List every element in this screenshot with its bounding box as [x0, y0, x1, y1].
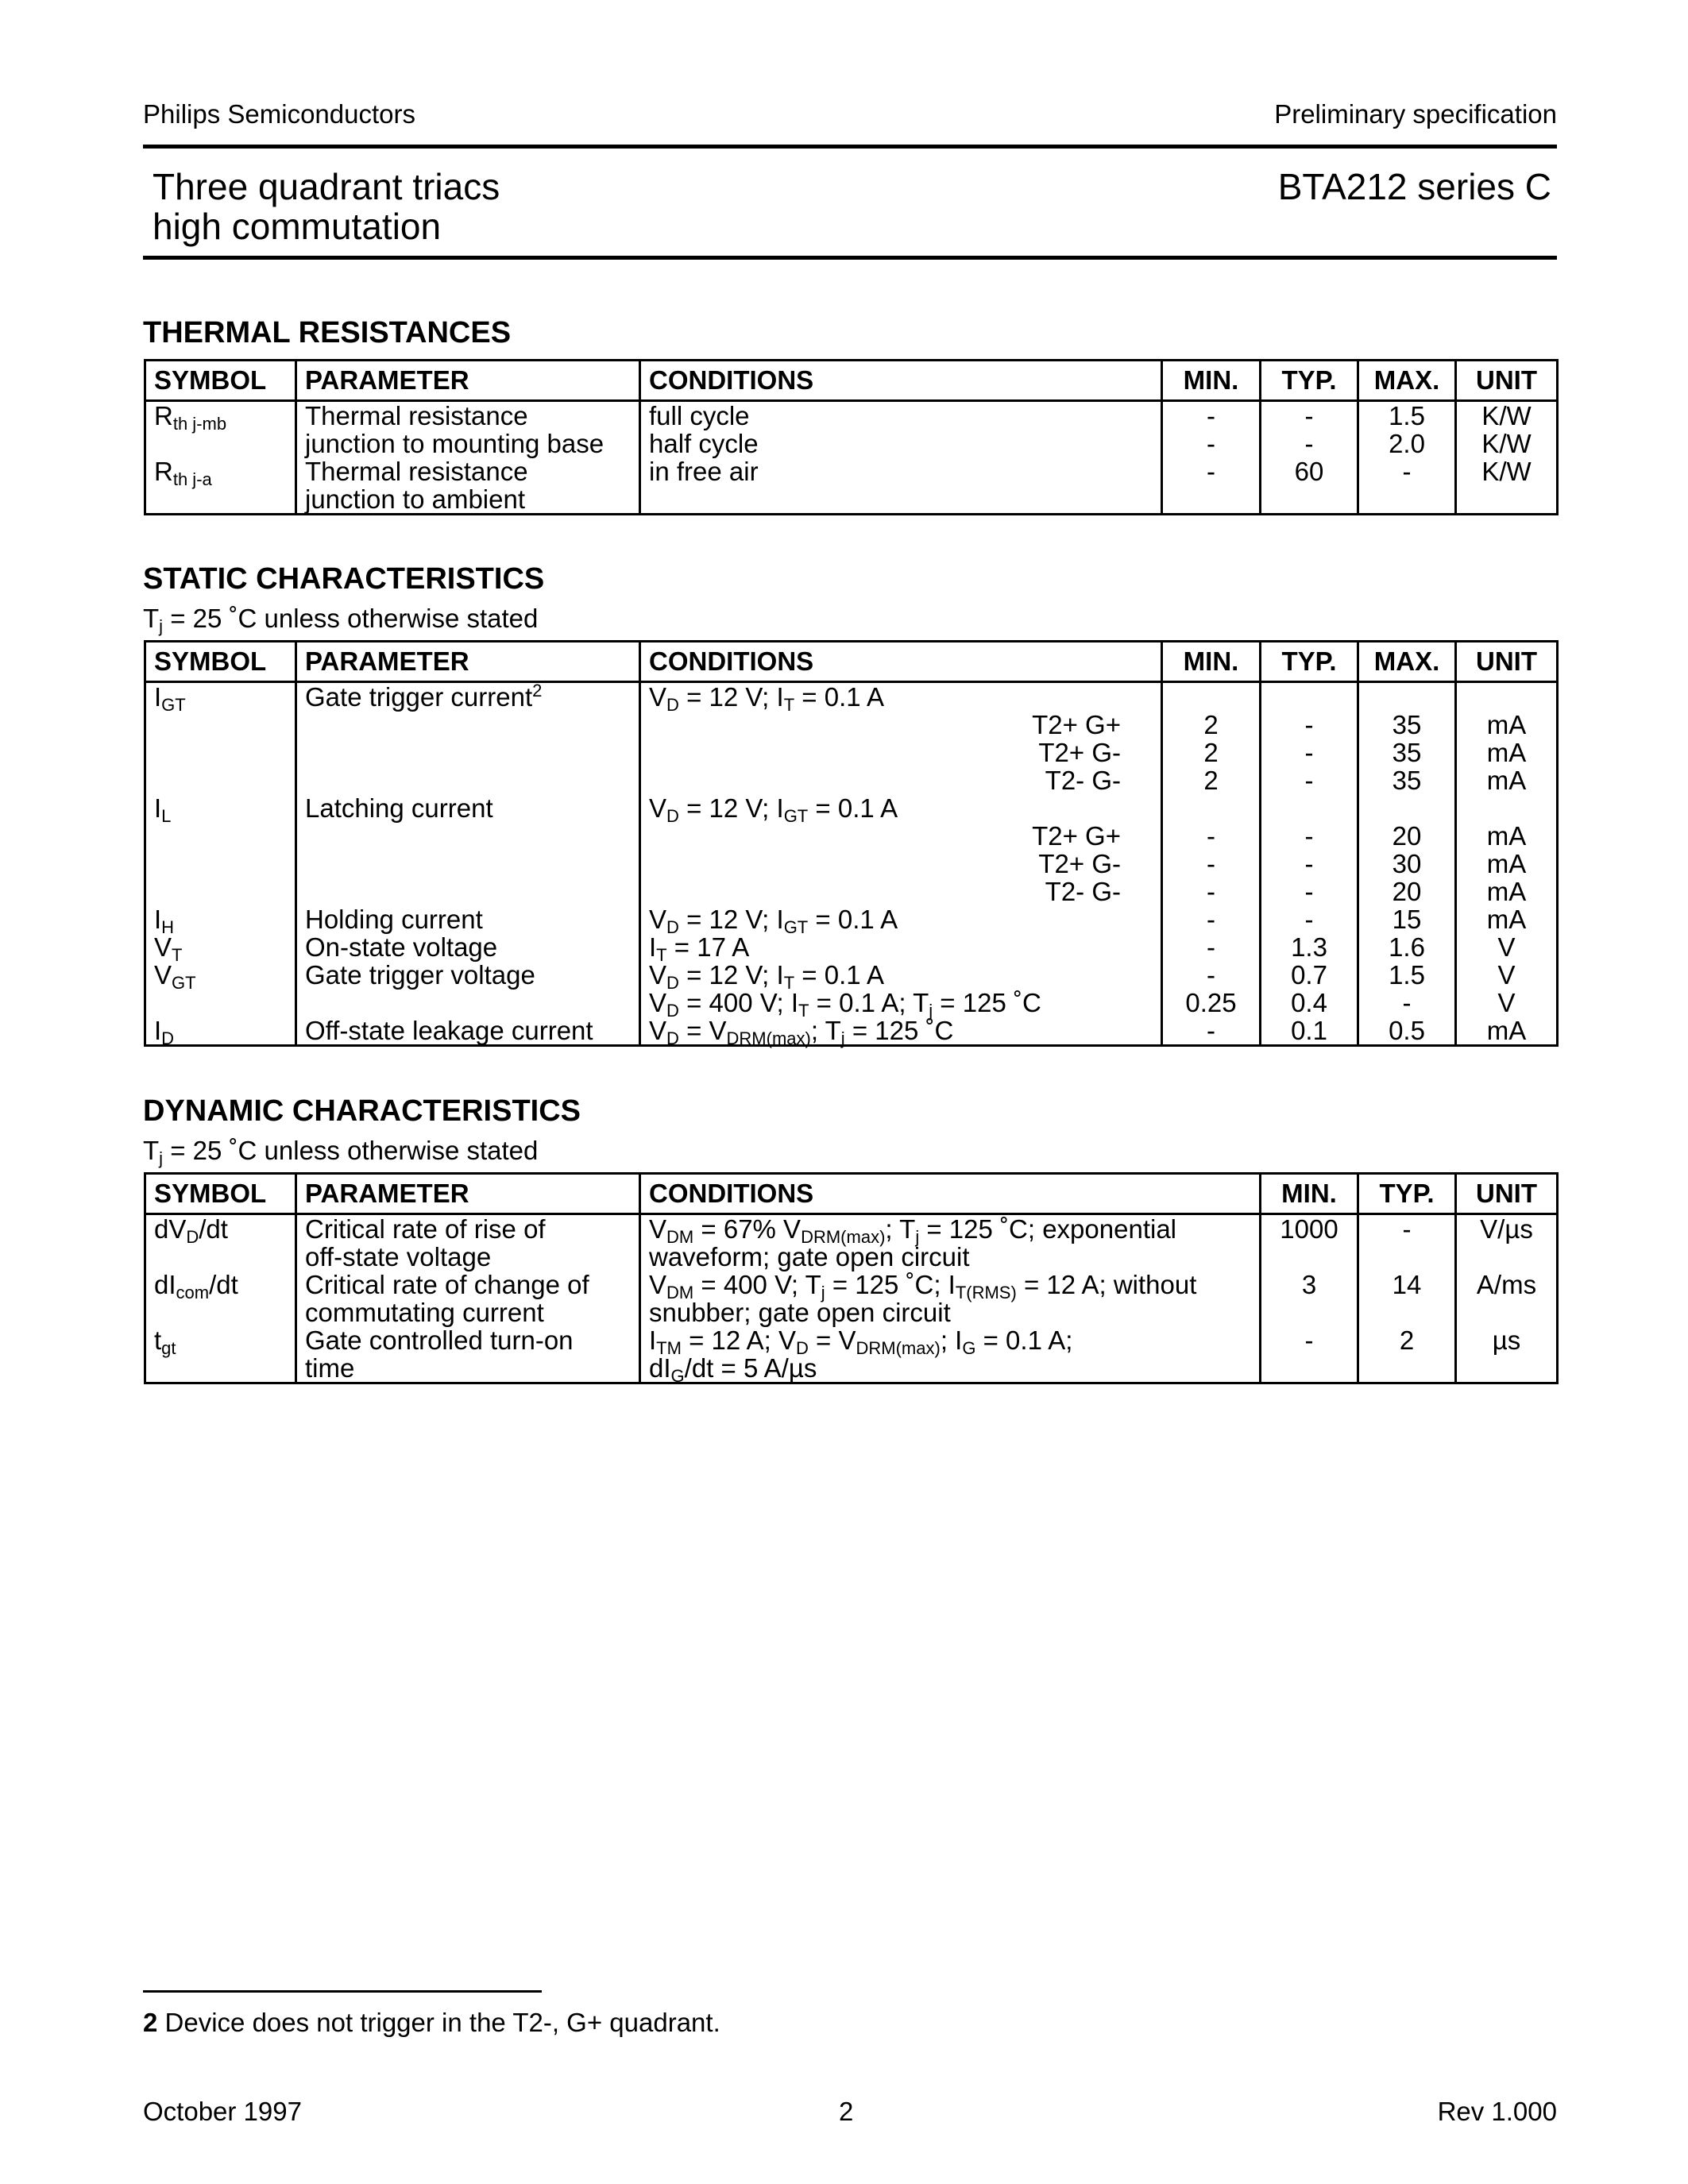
part-number: BTA212 series C: [1277, 166, 1551, 207]
footer-revision: Rev 1.000: [1437, 2097, 1557, 2126]
parameter-cell: Thermal resistance junction to mounting base Thermal resistance junction to ambient: [296, 401, 640, 515]
col-unit: UNIT: [1456, 1174, 1558, 1214]
static-header-row: [145, 642, 1558, 682]
thermal-section-title: THERMAL RESISTANCES: [143, 316, 512, 349]
col-symbol: SYMBOL: [145, 1174, 296, 1214]
title-line-2: high commutation: [153, 206, 442, 247]
col-conditions: CONDITIONS: [640, 642, 1162, 682]
col-typ: TYP.: [1261, 361, 1358, 401]
min-cell: 1000 3 -: [1261, 1214, 1358, 1383]
symbol-tgt: $t_{gt}$: [154, 1325, 176, 1358]
symbol-dvd-dt: $dV_D/dt$: [154, 1214, 228, 1247]
table-row: [145, 1214, 1558, 1383]
dynamic-conditions-note: $T_j = 25$ ˚C unless otherwise stated: [143, 1136, 539, 1168]
unit-cell: K/W K/W K/W: [1456, 401, 1558, 515]
symbol-il: $I_L$: [154, 793, 172, 826]
static-table: [144, 640, 1559, 1047]
col-min: MIN.: [1162, 361, 1261, 401]
symbol-cell: [145, 1214, 296, 1383]
symbol-rth-jmb: $R_{th j-mb}$: [154, 401, 227, 434]
title-line-1: Three quadrant triacs: [153, 166, 500, 207]
col-symbol: SYMBOL: [145, 361, 296, 401]
conditions-cell: full cycle half cycle in free air: [640, 401, 1162, 515]
col-conditions: CONDITIONS: [640, 1174, 1261, 1214]
min-cell: - - -: [1162, 401, 1261, 515]
col-min: MIN.: [1162, 642, 1261, 682]
dynamic-section-title: DYNAMIC CHARACTERISTICS: [143, 1094, 581, 1128]
symbol-vgt: $V_{GT}$: [154, 960, 196, 993]
col-conditions: CONDITIONS: [640, 361, 1162, 401]
col-parameter: PARAMETER: [296, 361, 640, 401]
symbol-rth-ja: $R_{th j-a}$: [154, 457, 212, 489]
col-parameter: PARAMETER: [296, 642, 640, 682]
static-section-title: STATIC CHARACTERISTICS: [143, 562, 545, 596]
parameter-cell: Gate trigger current$^2$ Latching current Holding current On-state voltage Gate trigger voltage Off-state leakage current: [296, 682, 640, 1046]
typ-cell: - 14 2: [1358, 1214, 1456, 1383]
symbol-vt: $V_T$: [154, 932, 183, 965]
col-symbol: SYMBOL: [145, 642, 296, 682]
footnote-rule: [143, 1990, 542, 1993]
table-row: [145, 682, 1558, 1046]
conditions-cell: $V_D = 12$ V; $I_T = 0.1$ A T2+ G+ T2+ G- T2- G- $V_D = 12$ V; $I_{GT} = 0.1$ A T2+ G+ T2+ G- T2- G- $V_D = 12$ V; $I_{GT} = 0.1$ A $I_T = 17$ A $V_D = 12$ V; $I_T = 0.1$ A $V_D = 400$ V; $I_T = 0.1$ A; $T_j = 125$ ˚C $V_D = V_{DRM(max)}$; $T_j = 125$ ˚C: [640, 682, 1162, 1046]
col-parameter: PARAMETER: [296, 1174, 640, 1214]
symbol-ih: $I_H$: [154, 905, 175, 937]
dynamic-header-row: [145, 1174, 1558, 1214]
footer-date: October 1997: [143, 2097, 302, 2126]
typ-cell: - - - - - - - 1.3 0.7 0.4 0.1: [1261, 682, 1358, 1046]
col-max: MAX.: [1358, 361, 1456, 401]
footnote: [143, 2008, 720, 2038]
col-min: MIN.: [1261, 1174, 1358, 1214]
static-conditions-note: $T_j = 25$ ˚C unless otherwise stated: [143, 604, 539, 636]
parameter-cell: Critical rate of rise of off-state voltage Critical rate of change of commutating current Gate controlled turn-on time: [296, 1214, 640, 1383]
thermal-table: [144, 359, 1559, 515]
col-unit: UNIT: [1456, 361, 1558, 401]
col-max: MAX.: [1358, 642, 1456, 682]
document-status: Preliminary specification: [1274, 99, 1557, 129]
symbol-cell: [145, 401, 296, 515]
typ-cell: - - 60: [1261, 401, 1358, 515]
thermal-header-row: [145, 361, 1558, 401]
col-typ: TYP.: [1358, 1174, 1456, 1214]
symbol-igt: $I_{GT}$: [154, 682, 186, 715]
company-name: Philips Semiconductors: [143, 99, 415, 129]
header-rule-top: [143, 145, 1557, 149]
max-cell: 35 35 35 20 30 20 15 1.6 1.5 - 0.5: [1358, 682, 1456, 1046]
dynamic-table: [144, 1172, 1559, 1384]
col-typ: TYP.: [1261, 642, 1358, 682]
document-title: [153, 167, 500, 246]
header-rule-bottom: [143, 256, 1557, 260]
symbol-id: $I_D$: [154, 1016, 175, 1048]
conditions-cell: $V_{DM} = 67\%$ $V_{DRM(max)}$; $T_j = 125$ ˚C; exponential waveform; gate open circuit $V_{DM} = 400$ V; $T_j = 125$ ˚C; $I_{T(RMS)} = 12$ A; without snubber; gate open circuit $I_{TM} = 12$ A; $V_D = V_{DRM(max)}$; $I_G = 0.1$ A; $dI_G/dt = 5$ A/µs: [640, 1214, 1261, 1383]
footnote-number: 2: [143, 2008, 158, 2037]
unit-cell: V/µs A/ms µs: [1456, 1214, 1558, 1383]
table-row: [145, 401, 1558, 515]
footer-page-number: 2: [839, 2097, 854, 2126]
min-cell: 2 2 2 - - - - - - 0.25 -: [1162, 682, 1261, 1046]
unit-cell: mA mA mA mA mA mA mA V V V mA: [1456, 682, 1558, 1046]
symbol-dicom-dt: $dI_{com}/dt$: [154, 1270, 238, 1302]
max-cell: 1.5 2.0 -: [1358, 401, 1456, 515]
footnote-text: Device does not trigger in the T2-, G+ quadrant.: [157, 2008, 720, 2037]
symbol-cell: [145, 682, 296, 1046]
col-unit: UNIT: [1456, 642, 1558, 682]
